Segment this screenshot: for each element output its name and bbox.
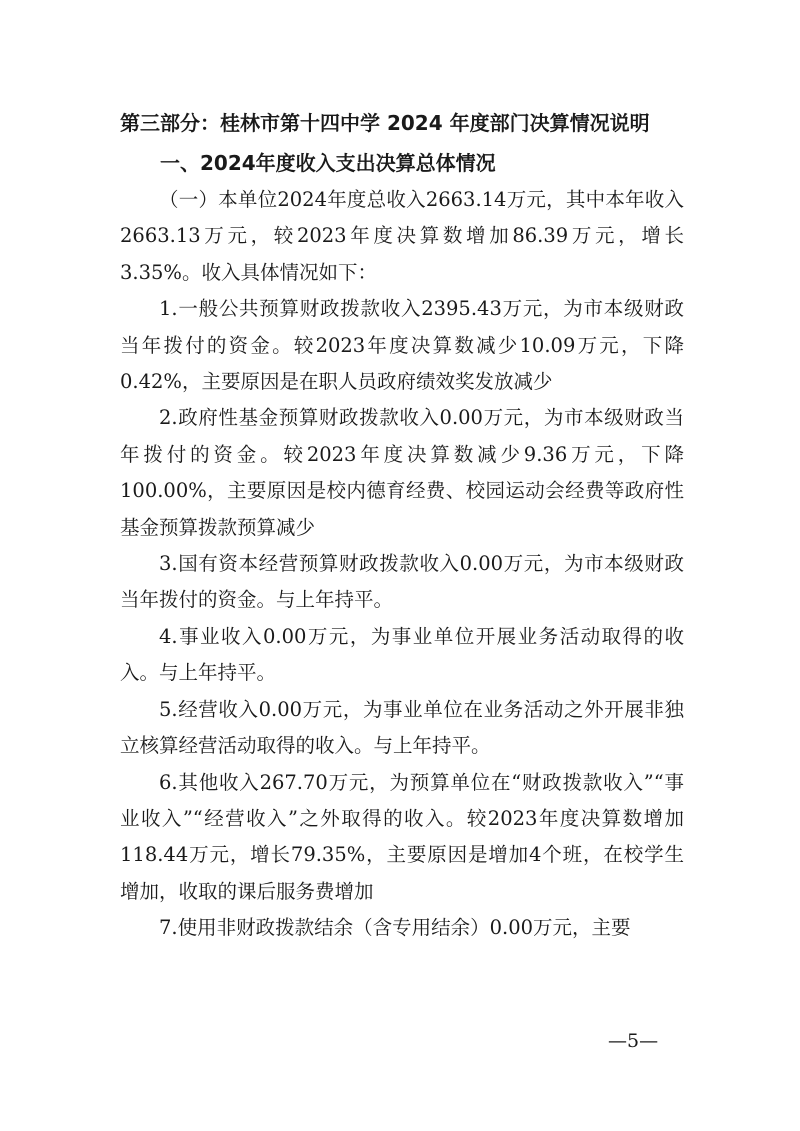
paragraph-state-capital: 3.国有资本经营预算财政拨款收入0.00万元，为市本级财政当年拨付的资金。与上年持平。 [120,552,684,612]
paragraph-other-income: 6.其他收入267.70万元，为预算单位在“财政拨款收入”“事业收入”“经营收入”之外取得的收入。较2023年度决算数增加118.44万元，增长79.35%，主要原因是增加4个班，在校学生增加，收取的课后服务费增加 [120,770,684,903]
paragraph-general-budget: 1.一般公共预算财政拨款收入2395.43万元，为市本级财政当年拨付的资金。较2023年度决算数减少10.09万元，下降0.42%，主要原因是在职人员政府绩效奖发放减少 [120,297,684,394]
paragraph-non-fiscal-balance: 7.使用非财政拨款结余（含专用结余）0.00万元，主要 [159,916,631,940]
page-number: —5— [608,1030,659,1052]
document-body [120,182,684,947]
paragraph-business-income: 4.事业收入0.00万元，为事业单位开展业务活动取得的收入。与上年持平。 [120,624,684,685]
paragraph-operating-income: 5.经营收入0.00万元，为事业单位在业务活动之外开展非独立核算经营活动取得的收入。与上年持平。 [120,697,684,758]
paragraph-government-fund: 2.政府性基金预算财政拨款收入0.00万元，为市本级财政当年拨付的资金。较2023年度决算数减少9.36万元，下降100.00%，主要原因是校内德育经费、校园运动会经费等政府性基金预算拨款预算减少 [120,406,684,539]
paragraph-total-income: （一）本单位2024年度总收入2663.14万元，其中本年收入2663.13万元，较2023年度决算数增加86.39万元，增长3.35%。收入具体情况如下： [120,188,684,284]
document-title: 第三部分：桂林市第十四中学 2024 年度部门决算情况说明 [120,111,650,135]
section-heading: 一、2024年度收入支出决算总体情况 [160,151,496,175]
